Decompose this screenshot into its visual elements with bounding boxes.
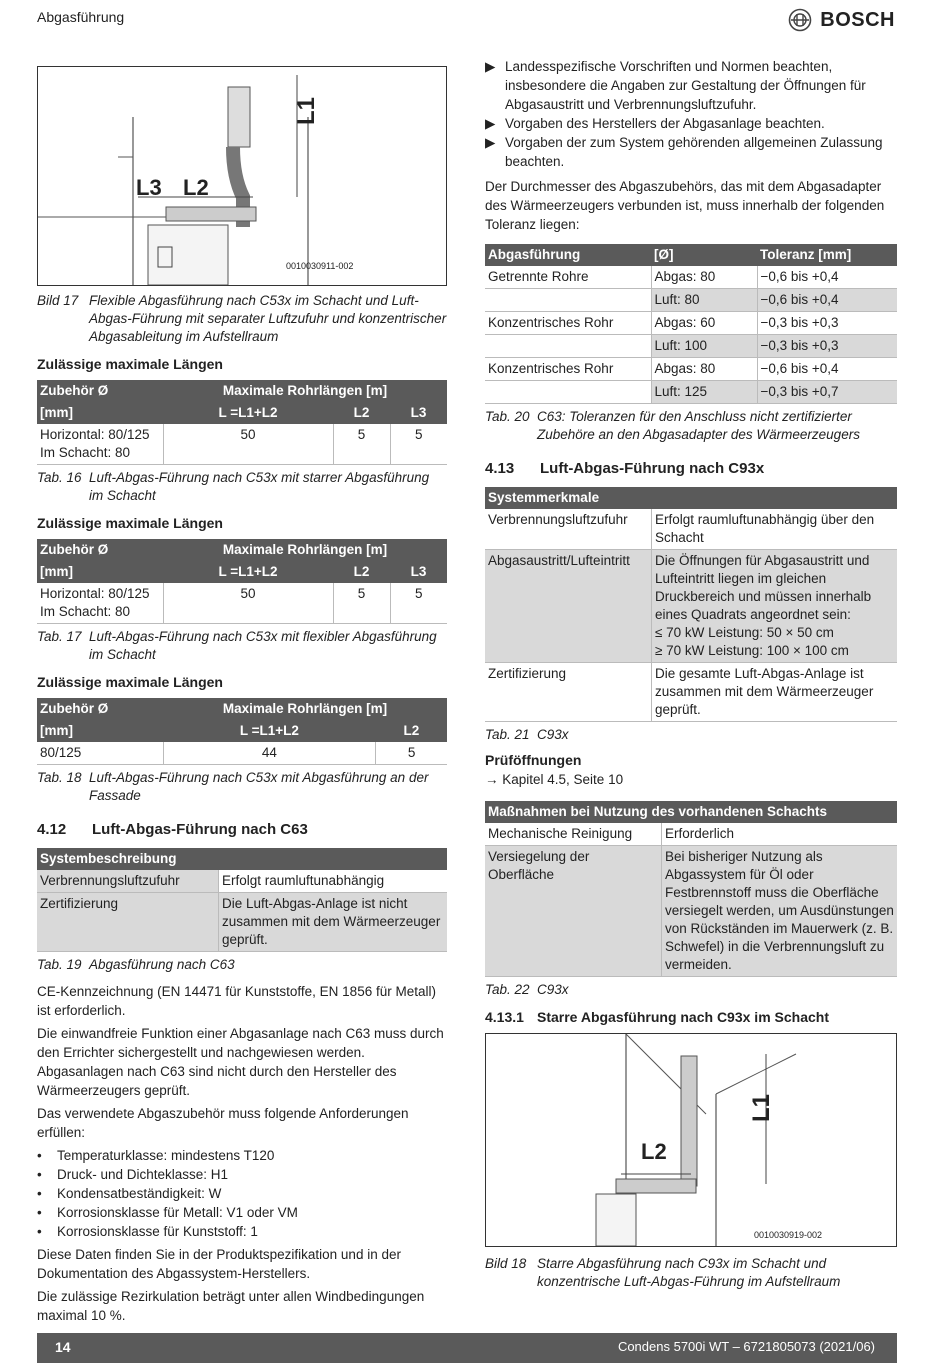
- table-16: [37, 380, 447, 465]
- bosch-armature-icon: [788, 8, 812, 32]
- table-18: [37, 698, 447, 765]
- table-cell: −0,6 bis +0,4: [757, 289, 897, 312]
- heading-lengths: Zulässige maximale Längen: [37, 674, 223, 690]
- th: L3: [390, 402, 447, 424]
- figure-17: [37, 66, 447, 286]
- list-item-text: Korrosionsklasse für Metall: V1 oder VM: [57, 1205, 298, 1220]
- page-number: 14: [55, 1339, 71, 1355]
- table-cell: [37, 583, 163, 624]
- table-cell: Konzentrisches Rohr: [485, 312, 651, 335]
- paragraph: Das verwendete Abgaszubehör muss folgende Anforderungen erfüllen:: [37, 1106, 409, 1140]
- table-cell: [485, 381, 651, 404]
- table-cell: Erforderlich: [662, 823, 898, 846]
- figure-18-drawing: [486, 1034, 896, 1246]
- label-l3: L3: [136, 175, 162, 200]
- caption-label: Tab. 22: [485, 982, 530, 997]
- list-item-text: Druck- und Dichteklasse: H1: [57, 1167, 229, 1182]
- table-cell: Luft: 100: [651, 335, 757, 358]
- table-cell: Bei bisheriger Nutzung als Abgassystem für Öl oder Festbrennstoff muss die Oberfläche versiegelt werden, um Ausdünstungen von Rückständen im Mauerwerk (z. B. Schwefel) in die Verbrennungsluft zu vermeiden.: [662, 846, 898, 977]
- table-21-caption: [485, 726, 897, 744]
- table-19-caption: [37, 956, 447, 974]
- table-cell: 5: [390, 583, 447, 624]
- table-cell: 5: [390, 424, 447, 465]
- caption-text: Flexible Abgasführung nach C53x im Schacht und Luft-Abgas-Führung mit separater Luftzufuhr und konzentrischer Abgasableitung im Aufstellraum: [89, 293, 447, 344]
- table-cell: Erfolgt raumluftunabhängig: [219, 870, 448, 893]
- instruction-text: Vorgaben des Herstellers der Abgasanlage beachten.: [505, 116, 825, 131]
- table-cell: 5: [333, 583, 390, 624]
- table-cell: [37, 424, 163, 465]
- table-cell: Mechanische Reinigung: [485, 823, 662, 846]
- list-item: • Kondensatbeständigkeit: W: [37, 1186, 222, 1201]
- table-cell: Die gesamte Luft-Abgas-Anlage ist zusammen mit dem Wärmeerzeuger geprüft.: [652, 663, 898, 722]
- figure-18: [485, 1033, 897, 1247]
- page-header-title: Abgasführung: [37, 9, 125, 25]
- section-heading-4-13-1: [485, 1009, 897, 1025]
- section-title: Luft-Abgas-Führung nach C93x: [540, 460, 765, 477]
- table-18-caption: [37, 769, 447, 805]
- instruction-item: ▶ Landesspezifische Vorschriften und Normen beachten, insbesondere die Angaben zur Gestaltung der Öffnungen für Abgasaustritt und Verbrennungsluftzufuhr.: [485, 57, 897, 114]
- table-cell: [485, 335, 651, 358]
- th: [mm]: [37, 720, 163, 742]
- section-title: Luft-Abgas-Führung nach C63: [92, 821, 308, 838]
- caption-text: C93x: [537, 982, 569, 997]
- caption-text: Luft-Abgas-Führung nach C53x mit flexibler Abgasführung im Schacht: [89, 629, 437, 662]
- caption-label: Bild 17: [37, 293, 79, 308]
- table-cell: 5: [376, 742, 447, 765]
- list-item-text: Temperaturklasse: mindestens T120: [57, 1148, 275, 1163]
- list-item: • Korrosionsklasse für Metall: V1 oder VM: [37, 1205, 298, 1220]
- th: Systemmerkmale: [485, 487, 897, 509]
- th: Maximale Rohrlängen [m]: [163, 539, 447, 561]
- th: L =L1+L2: [163, 720, 376, 742]
- caption-text: C93x: [537, 727, 569, 742]
- th: Systembeschreibung: [37, 848, 447, 870]
- table-cell: Zertifizierung: [37, 893, 219, 952]
- table-cell: 50: [163, 583, 333, 624]
- th: Maximale Rohrlängen [m]: [163, 380, 447, 402]
- page-footer: [37, 1333, 897, 1363]
- th: Zubehör Ø: [37, 380, 163, 402]
- right-column: [485, 57, 897, 1291]
- table-cell: Erfolgt raumluftunabhängig über den Schacht: [652, 509, 898, 550]
- table-cell: Luft: 80: [651, 289, 757, 312]
- table-cell: Abgas: 80: [651, 358, 757, 381]
- table-cell: Konzentrisches Rohr: [485, 358, 651, 381]
- section-number: 4.12: [37, 821, 67, 838]
- section-number: 4.13.1: [485, 1009, 524, 1025]
- th: L =L1+L2: [163, 402, 333, 424]
- table-cell: Abgas: 60: [651, 312, 757, 335]
- cell-text: Die Öffnungen für Abgasaustritt und Lufteintritt liegen im gleichen Druckbereich und müssen innerhalb eines Quadrats angeordnet sein:: [655, 553, 872, 622]
- table-cell: Versiegelung der Oberfläche: [485, 846, 662, 977]
- cell-text: ≤ 70 kW Leistung: 50 × 50 cm: [655, 625, 834, 640]
- th: [mm]: [37, 561, 163, 583]
- section-title: Starre Abgasführung nach C93x im Schacht: [537, 1009, 829, 1025]
- th: L2: [376, 720, 447, 742]
- cell-text: Im Schacht: 80: [40, 604, 131, 619]
- th: L2: [333, 402, 390, 424]
- paragraph: Der Durchmesser des Abgaszubehörs, das mit dem Abgasadapter des Wärmeerzeugers verbunden ist, muss innerhalb der folgenden Toleranz liegen:: [485, 179, 885, 232]
- table-cell: Die Luft-Abgas-Anlage ist nicht zusammen mit dem Wärmeerzeuger geprüft.: [219, 893, 448, 952]
- table-cell: Luft: 125: [651, 381, 757, 404]
- table-cell: 80/125: [37, 742, 163, 765]
- caption-text: C63: Toleranzen für den Anschluss nicht zertifizierter Zubehöre an den Abgasadapter des Wärmeerzeugers: [537, 409, 860, 442]
- list-item: • Druck- und Dichteklasse: H1: [37, 1167, 229, 1182]
- table-17-caption: [37, 628, 447, 664]
- label-l2: L2: [641, 1139, 667, 1164]
- paragraph: Die zulässige Rezirkulation beträgt unter allen Windbedingungen maximal 10 %.: [37, 1289, 425, 1323]
- bosch-logo: [788, 8, 895, 32]
- caption-label: Tab. 18: [37, 770, 82, 785]
- heading-pruefoeffnungen: Prüföffnungen: [485, 752, 582, 768]
- list-item: • Korrosionsklasse für Kunststoff: 1: [37, 1224, 258, 1239]
- table-cell: −0,3 bis +0,3: [757, 335, 897, 358]
- section-number: 4.13: [485, 460, 515, 477]
- caption-label: Tab. 19: [37, 957, 82, 972]
- table-cell: Getrennte Rohre: [485, 266, 651, 289]
- section-heading-4-13: [485, 460, 897, 477]
- table-16-caption: [37, 469, 447, 505]
- table-cell: 5: [333, 424, 390, 465]
- table-cell: 44: [163, 742, 376, 765]
- label-l1: L1: [293, 96, 321, 126]
- instruction-text: Landesspezifische Vorschriften und Normen beachten, insbesondere die Angaben zur Gestaltung der Öffnungen für Abgasaustritt und Verbrennungsluftzufuhr.: [505, 59, 866, 112]
- table-cell: Verbrennungsluftzufuhr: [37, 870, 219, 893]
- chapter-link[interactable]: → Kapitel 4.5, Seite 10: [485, 772, 624, 787]
- list-item-text: Kondensatbeständigkeit: W: [57, 1186, 222, 1201]
- figure-code: 0010030919-002: [754, 1230, 823, 1240]
- th: L =L1+L2: [163, 561, 333, 583]
- heading-lengths: Zulässige maximale Längen: [37, 515, 223, 531]
- left-column: [37, 66, 447, 1325]
- brand-name: BOSCH: [820, 8, 895, 31]
- instruction-item: ▶ Vorgaben des Herstellers der Abgasanlage beachten.: [485, 116, 825, 131]
- table-cell: Zertifizierung: [485, 663, 652, 722]
- table-cell: −0,3 bis +0,7: [757, 381, 897, 404]
- th: Maximale Rohrlängen [m]: [163, 698, 447, 720]
- label-l2: L2: [183, 175, 209, 200]
- th: L3: [390, 561, 447, 583]
- caption-label: Tab. 17: [37, 629, 82, 644]
- table-cell: Verbrennungsluftzufuhr: [485, 509, 652, 550]
- table-19: [37, 848, 447, 952]
- table-20-caption: [485, 408, 897, 444]
- caption-label: Tab. 16: [37, 470, 82, 485]
- th: L2: [333, 561, 390, 583]
- heading-lengths: Zulässige maximale Längen: [37, 356, 223, 372]
- paragraph: Die einwandfreie Funktion einer Abgasanlage nach C63 muss durch den Errichter sichergestellt und nachgewiesen werden. Abgasanlagen nach C63 sind nicht durch den Hersteller des Wärmeerzeugers geprüft.: [37, 1026, 444, 1098]
- th: Abgasführung: [485, 244, 651, 266]
- figure-18-caption: [485, 1255, 897, 1291]
- caption-label: Bild 18: [485, 1256, 527, 1271]
- paragraph: Diese Daten finden Sie in der Produktspezifikation und in der Dokumentation des Abgassystem-Herstellers.: [37, 1247, 401, 1281]
- table-21: [485, 487, 897, 722]
- table-cell: 50: [163, 424, 333, 465]
- table-cell: −0,6 bis +0,4: [757, 266, 897, 289]
- bullet-list: [37, 1146, 447, 1241]
- table-cell: −0,6 bis +0,4: [757, 358, 897, 381]
- list-item: • Temperaturklasse: mindestens T120: [37, 1148, 275, 1163]
- caption-text: Luft-Abgas-Führung nach C53x mit starrer Abgasführung im Schacht: [89, 470, 430, 503]
- paragraph: CE-Kennzeichnung (EN 14471 für Kunststoffe, EN 1856 für Metall) ist erforderlich.: [37, 984, 436, 1018]
- section-heading-4-12: [37, 821, 447, 838]
- table-cell: −0,3 bis +0,3: [757, 312, 897, 335]
- cell-text: Horizontal: 80/125: [40, 427, 150, 442]
- figure-17-caption: [37, 292, 447, 346]
- table-cell: Abgasaustritt/Lufteintritt: [485, 550, 652, 663]
- table-22-caption: [485, 981, 897, 999]
- th: Zubehör Ø: [37, 698, 163, 720]
- cell-text: ≥ 70 kW Leistung: 100 × 100 cm: [655, 643, 849, 658]
- table-17: [37, 539, 447, 624]
- th: [Ø]: [651, 244, 757, 266]
- caption-text: Abgasführung nach C63: [89, 957, 235, 972]
- figure-17-drawing: [38, 67, 446, 285]
- table-cell: [652, 550, 898, 663]
- caption-label: Tab. 20: [485, 409, 530, 424]
- table-cell: [485, 289, 651, 312]
- caption-text: Luft-Abgas-Führung nach C53x mit Abgasführung an der Fassade: [89, 770, 429, 803]
- figure-code: 0010030911-002: [286, 261, 354, 271]
- cell-text: Horizontal: 80/125: [40, 586, 150, 601]
- th: [mm]: [37, 402, 163, 424]
- th: Toleranz [mm]: [757, 244, 897, 266]
- list-item-text: Korrosionsklasse für Kunststoff: 1: [57, 1224, 258, 1239]
- label-l1: L1: [748, 1093, 776, 1123]
- cell-text: Im Schacht: 80: [40, 445, 131, 460]
- caption-text: Starre Abgasführung nach C93x im Schacht und konzentrische Luft-Abgas-Führung im Aufstellraum: [537, 1256, 841, 1289]
- document-id: Condens 5700i WT – 6721805073 (2021/06): [617, 1339, 875, 1354]
- th: Zubehör Ø: [37, 539, 163, 561]
- table-20: [485, 244, 897, 404]
- instruction-item: ▶ Vorgaben der zum System gehörenden allgemeinen Zulassung beachten.: [485, 133, 897, 171]
- th: Maßnahmen bei Nutzung des vorhandenen Schachts: [485, 801, 897, 823]
- instruction-text: Vorgaben der zum System gehörenden allgemeinen Zulassung beachten.: [505, 135, 883, 169]
- table-22: [485, 801, 897, 977]
- caption-label: Tab. 21: [485, 727, 530, 742]
- table-cell: Abgas: 80: [651, 266, 757, 289]
